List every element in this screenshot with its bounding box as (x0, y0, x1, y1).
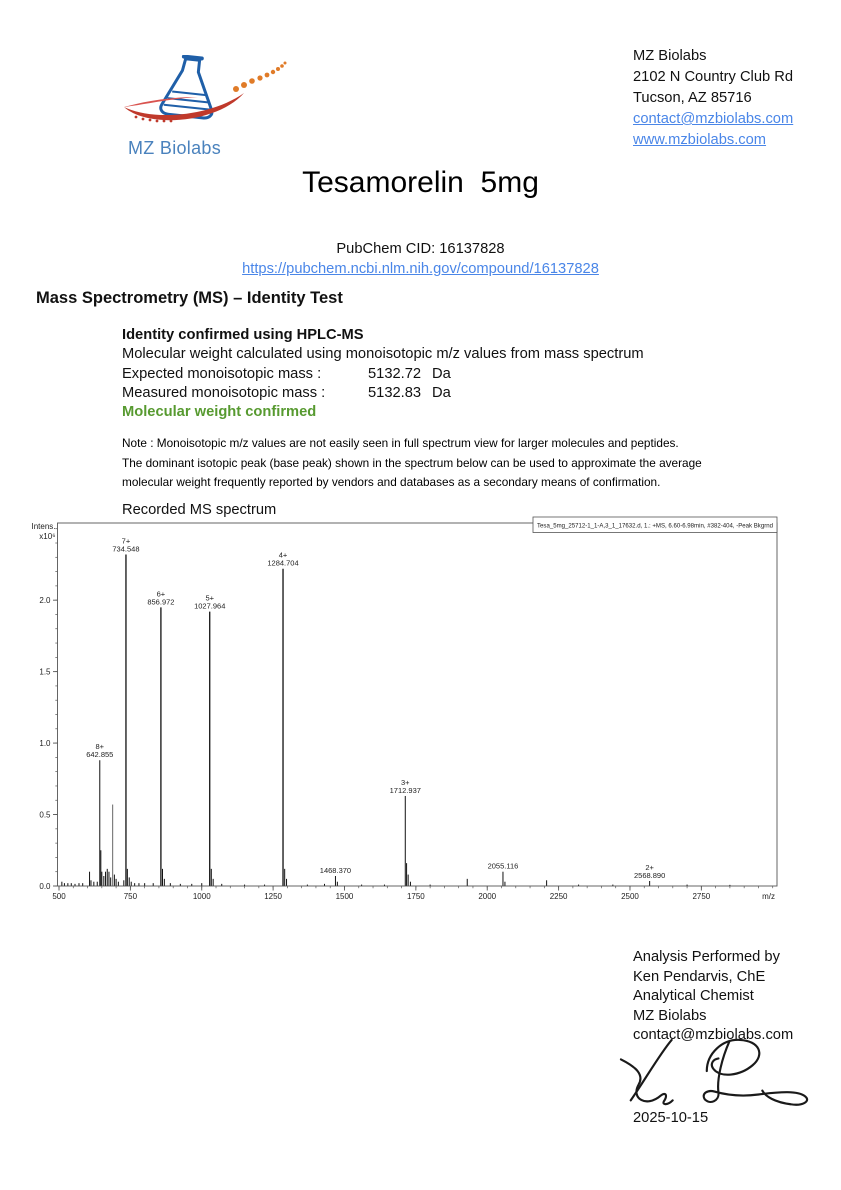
svg-text:0.5: 0.5 (39, 810, 51, 820)
note-line1: Note : Monoisotopic m/z values are not easily seen in full spectrum view for larger molecules and peptides. (122, 436, 679, 450)
pubchem-cid-label: PubChem CID: 16137828 (336, 241, 505, 257)
pubchem-link[interactable]: https://pubchem.ncbi.nlm.nih.gov/compound/16137828 (242, 261, 599, 277)
svg-text:5+: 5+ (205, 593, 215, 603)
product-title: Tesamorelin 5mg (302, 166, 539, 199)
svg-text:2568.890: 2568.890 (633, 870, 666, 880)
measured-mass-label: Measured monoisotopic mass : (122, 384, 326, 401)
svg-text:856.972: 856.972 (147, 597, 175, 607)
company-logo (118, 55, 308, 159)
logo-flask-icon (118, 55, 293, 131)
svg-text:1712.937: 1712.937 (389, 785, 421, 795)
pubchem-block (0, 239, 841, 279)
confirmation-status: Molecular weight confirmed (122, 404, 317, 421)
svg-text:1468.370: 1468.370 (319, 865, 352, 875)
svg-text:1500: 1500 (335, 892, 354, 901)
svg-text:2250: 2250 (549, 892, 568, 901)
svg-text:6+: 6+ (156, 589, 166, 599)
contact-email-link[interactable]: contact@mzbiolabs.com (633, 111, 794, 127)
svg-text:7+: 7+ (121, 536, 131, 546)
svg-text:1250: 1250 (264, 892, 283, 901)
svg-text:1284.704: 1284.704 (267, 558, 299, 568)
spectrum-svg (0, 512, 841, 912)
analyst-email: contact@mzbiolabs.com (633, 1027, 794, 1044)
svg-text:Tesa_5mg_25712-1_1-A,3_1_17632: Tesa_5mg_25712-1_1-A,3_1_17632.d, 1.: +MS, 6.60-6.98min, #382-404, -Peak Bkgrnd (537, 522, 774, 530)
svg-text:2+: 2+ (645, 862, 654, 872)
svg-text:2055.116: 2055.116 (487, 861, 519, 871)
analyst-line1: Analysis Performed by (633, 949, 780, 965)
identity-description-line: Molecular weight calculated using monoisotopic m/z values from mass spectrum (122, 346, 644, 363)
measured-mass-row (122, 384, 644, 403)
svg-text:4+: 4+ (278, 550, 288, 560)
identity-block (122, 326, 644, 422)
svg-text:m/z: m/z (762, 892, 775, 901)
measured-mass-unit: Da (432, 384, 451, 401)
svg-text:1.5: 1.5 (39, 667, 51, 677)
spectrum-caption: Recorded MS spectrum (122, 502, 277, 518)
analyst-role: Analytical Chemist (633, 988, 754, 1005)
svg-text:3+: 3+ (400, 777, 410, 787)
note-line3: molecular weight frequently reported by vendors and databases as a secondary means of confirmation. (122, 475, 661, 489)
note-line2: The dominant isotopic peak (base peak) shown in the spectrum below can be used to approximate the average (122, 455, 702, 470)
expected-mass-unit: Da (432, 365, 451, 382)
svg-text:750: 750 (123, 892, 138, 901)
analyst-block (633, 948, 793, 1046)
svg-text:0.0: 0.0 (39, 882, 51, 891)
svg-text:x10⁶: x10⁶ (39, 532, 56, 541)
svg-text:1750: 1750 (406, 892, 425, 901)
svg-text:500: 500 (52, 892, 66, 901)
contact-address-line1: 2102 N Country Club Rd (633, 69, 794, 85)
svg-text:2500: 2500 (621, 892, 639, 901)
header-contact-block (633, 46, 793, 151)
contact-website-link[interactable]: www.mzbiolabs.com (633, 132, 767, 148)
svg-text:2750: 2750 (692, 892, 711, 901)
note-block (122, 434, 702, 493)
logo-company-name: MZ Biolabs (128, 138, 222, 158)
analyst-company: MZ Biolabs (633, 1007, 707, 1024)
expected-mass-row (122, 365, 644, 384)
svg-text:642.855: 642.855 (86, 750, 114, 760)
svg-text:1.0: 1.0 (39, 739, 51, 749)
svg-text:2000: 2000 (478, 892, 497, 901)
contact-company: MZ Biolabs (633, 48, 707, 64)
section-heading: Mass Spectrometry (MS) – Identity Test (36, 289, 343, 307)
contact-address-line2: Tucson, AZ 85716 (633, 90, 752, 106)
expected-mass-value: 5132.72 (368, 365, 422, 382)
measured-mass-value: 5132.83 (368, 384, 422, 401)
svg-text:734.548: 734.548 (112, 544, 140, 554)
svg-text:8+: 8+ (95, 742, 105, 752)
svg-text:1027.964: 1027.964 (194, 601, 226, 611)
expected-mass-label: Expected monoisotopic mass : (122, 365, 322, 382)
signature-image (615, 1036, 820, 1114)
ms-spectrum-chart (0, 512, 841, 912)
analyst-name: Ken Pendarvis, ChE (633, 968, 766, 985)
svg-text:1000: 1000 (192, 892, 211, 901)
svg-text:2.0: 2.0 (39, 596, 51, 606)
identity-method-line: Identity confirmed using HPLC-MS (122, 327, 364, 343)
signature-date: 2025-10-15 (633, 1110, 709, 1126)
svg-text:Intens.: Intens. (31, 522, 56, 531)
